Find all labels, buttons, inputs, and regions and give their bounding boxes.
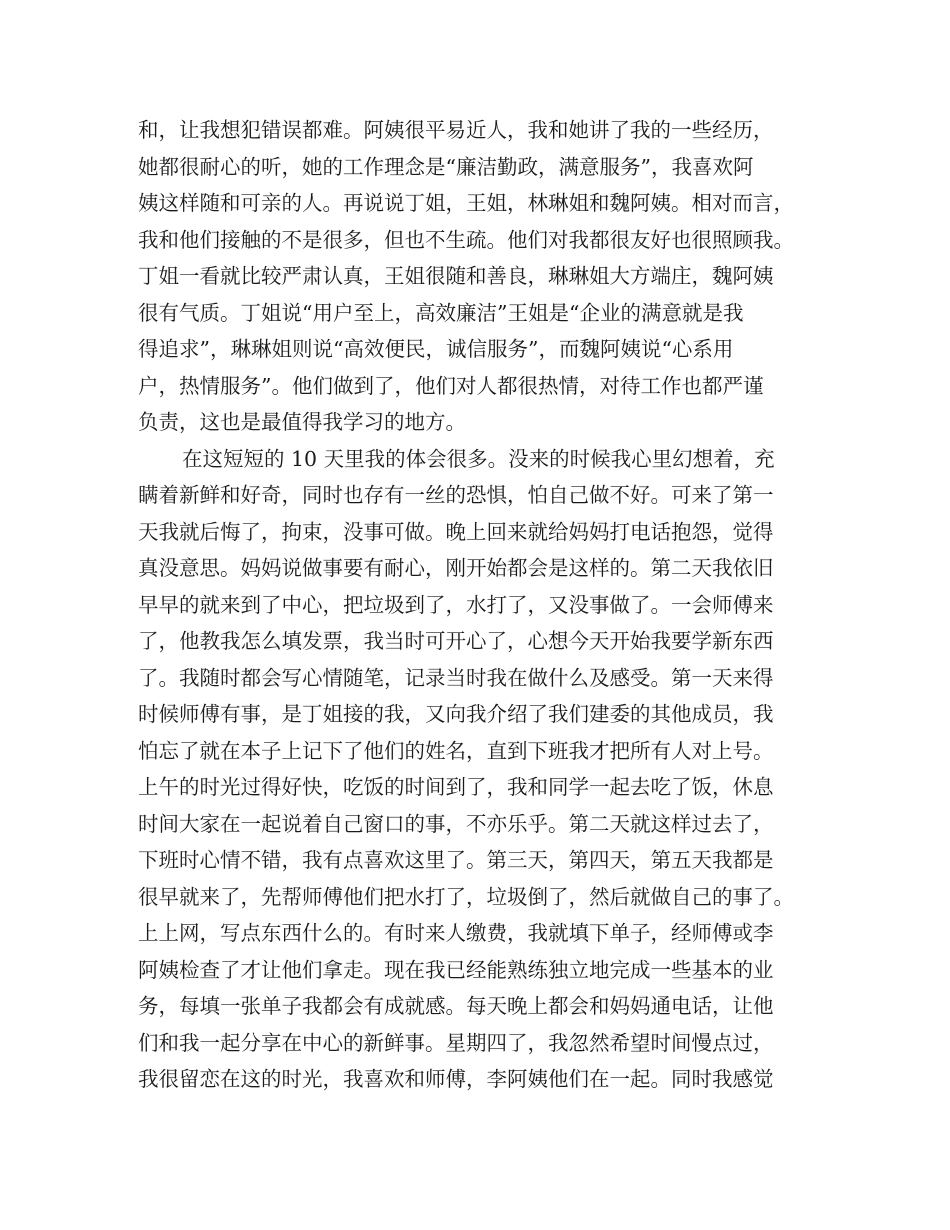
text-line: 户，热情服务”。他们做到了，他们对人都很热情，对待工作也都严谨 — [138, 373, 764, 398]
text-line: 上午的时光过得好快，吃饭的时间到了，我和同学一起去吃了饭，休息 — [138, 775, 774, 799]
text-line: 时候师傅有事，是丁姐接的我，又向我介绍了我们建委的其他成员，我 — [138, 702, 774, 726]
text-line: 怕忘了就在本子上记下了他们的姓名，直到下班我才把所有人对上号。 — [138, 738, 774, 763]
text-line: 和，让我想犯错误都难。阿姨很平易近人，我和她讲了我的一些经历， — [138, 118, 774, 142]
text-line: 我和他们接触的不是很多，但也不生疏。他们对我都很友好也很照顾我。 — [138, 227, 794, 252]
text-line: 姨这样随和可亲的人。再说说丁姐，王姐，林琳姐和魏阿姨。相对而言， — [138, 191, 794, 215]
text-line-first: 在这短短的 10 天里我的体会很多。没来的时候我心里幻想着，充 — [182, 446, 775, 471]
text-line: 很早就来了，先帮师傅他们把水打了，垃圾倒了，然后就做自己的事了。 — [138, 884, 794, 909]
text-line: 了，他教我怎么填发票，我当时可开心了，心想今天开始我要学新东西 — [138, 629, 774, 653]
text-line: 我很留恋在这的时光，我喜欢和师傅，李阿姨他们在一起。同时我感觉 — [138, 1067, 774, 1091]
text-line: 负责，这也是最值得我学习的地方。 — [138, 410, 466, 434]
text-line: 得追求”，琳琳姐则说“高效便民，诚信服务”，而魏阿姨说“心系用 — [138, 337, 734, 361]
text-line: 务，每填一张单子我都会有成就感。每天晚上都会和妈妈通电话，让他 — [138, 994, 774, 1018]
text-line: 真没意思。妈妈说做事要有耐心，刚开始都会是这样的。第二天我依旧 — [138, 556, 774, 580]
text-line: 很有气质。丁姐说“用户至上，高效廉洁”王姐是“企业的满意就是我 — [138, 300, 744, 325]
text-line: 天我就后悔了，拘束，没事可做。晚上回来就给妈妈打电话抱怨，觉得 — [138, 519, 774, 544]
text-line: 上上网，写点东西什么的。有时来人缴费，我就填下单子，经师傅或李 — [138, 921, 774, 945]
text-line: 下班时心情不错，我有点喜欢这里了。第三天，第四天，第五天我都是 — [138, 848, 774, 872]
text-line: 早早的就来到了中心，把垃圾到了，水打了，又没事做了。一会师傅来 — [138, 592, 774, 617]
paragraph-1 — [138, 112, 828, 441]
text-line: 了。我随时都会写心情随笔，记录当时我在做什么及感受。第一天来得 — [138, 665, 774, 690]
text-line: 们和我一起分享在中心的新鲜事。星期四了，我忽然希望时间慢点过， — [138, 1030, 774, 1055]
text-line: 阿姨检查了才让他们拿走。现在我已经能熟练独立地完成一些基本的业 — [138, 957, 774, 982]
document-body — [138, 112, 828, 1098]
paragraph-2 — [138, 441, 828, 1098]
text-line: 她都很耐心的听，她的工作理念是“廉洁勤政，满意服务”，我喜欢阿 — [138, 154, 754, 179]
text-line: 瞒着新鲜和好奇，同时也存有一丝的恐惧，怕自己做不好。可来了第一 — [138, 483, 774, 507]
text-line: 丁姐一看就比较严肃认真，王姐很随和善良，琳琳姐大方端庄，魏阿姨 — [138, 264, 774, 288]
text-line: 时间大家在一起说着自己窗口的事，不亦乐乎。第二天就这样过去了， — [138, 811, 774, 836]
